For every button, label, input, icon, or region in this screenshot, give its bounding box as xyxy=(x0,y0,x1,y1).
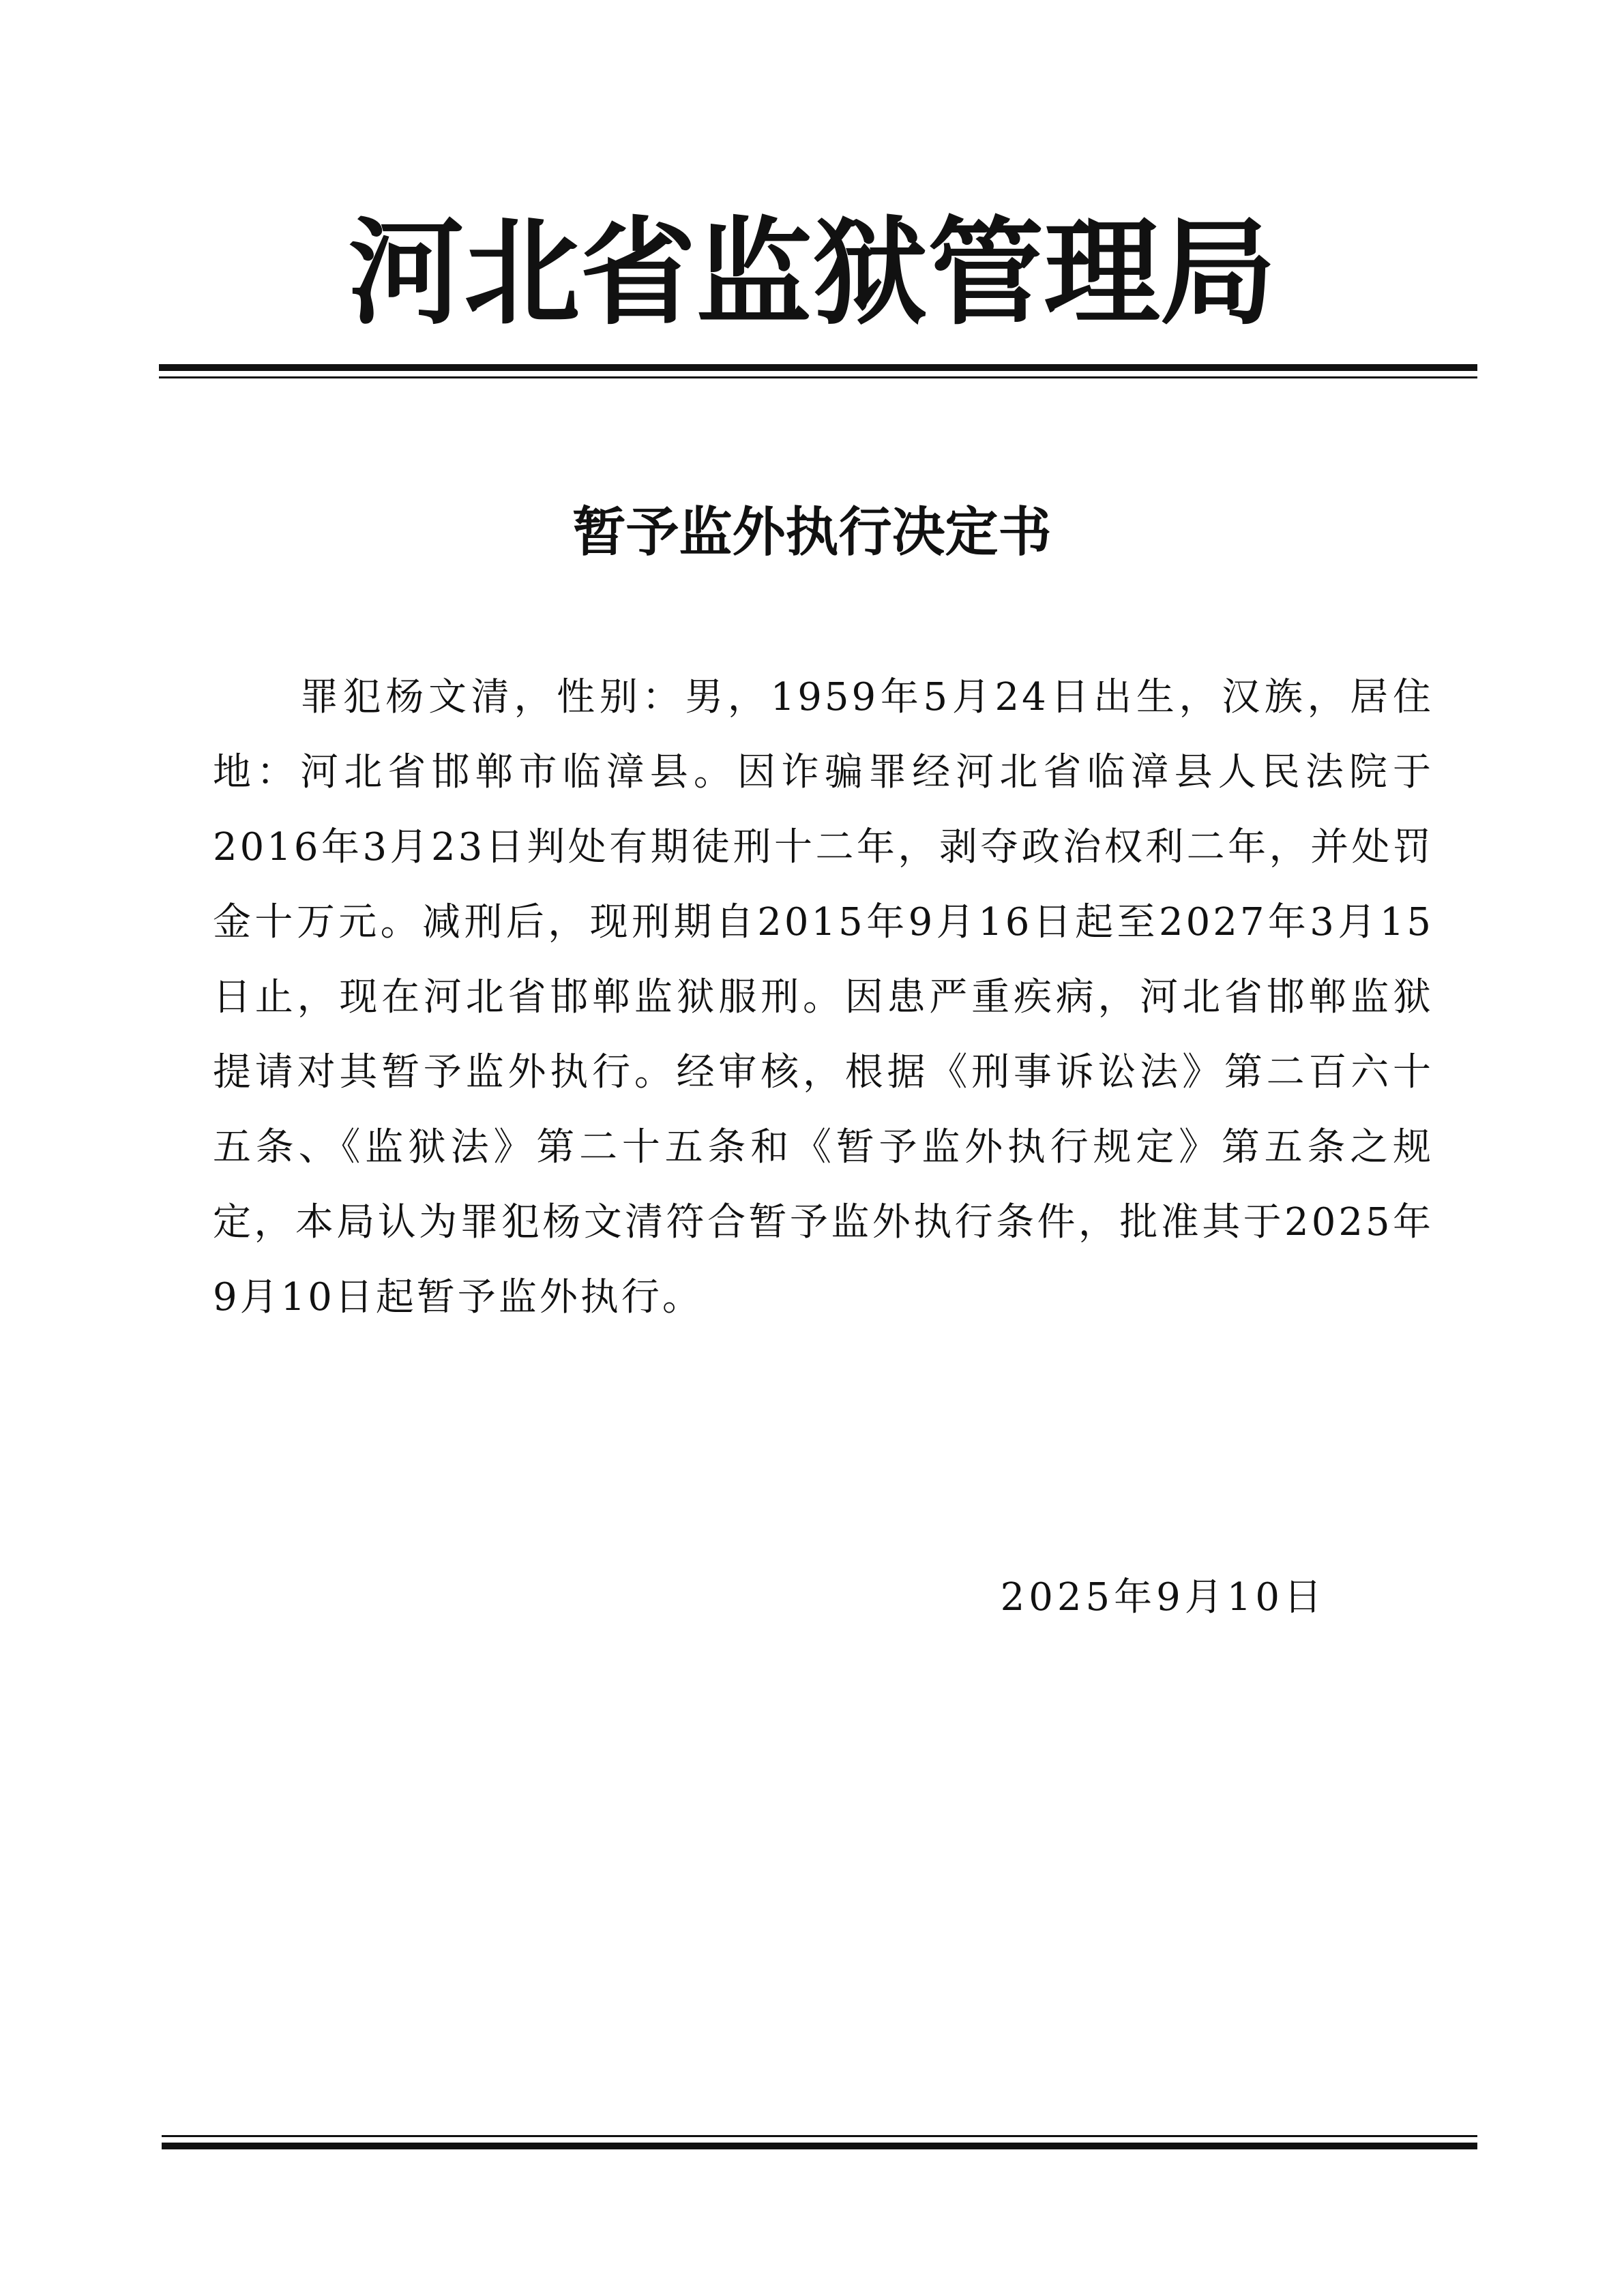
issue-date: 2025年9月10日 xyxy=(1000,1575,1326,1620)
footer-divider-thick xyxy=(162,2143,1477,2149)
footer-divider-thin xyxy=(162,2135,1477,2137)
header-divider-thin xyxy=(159,376,1477,378)
header-divider-thick xyxy=(159,364,1477,371)
decision-body-paragraph: 罪犯杨文清，性别：男，1959年5月24日出生，汉族，居住地：河北省邯郸市临漳县。因诈骗罪经河北省临漳县人民法院于2016年3月23日判处有期徒刑十二年，剥夺政治权利二年，并处罚金十万元。减刑后，现刑期自2015年9月16日起至2027年3月15日止，现在河北省邯郸监狱服刑。因患严重疾病，河北省邯郸监狱提请对其暂予监外执行。经审核，根据《刑事诉讼法》第二百六十五条、《监狱法》第二十五条和《暂予监外执行规定》第五条之规定，本局认为罪犯杨文清符合暂予监外执行条件，批准其于2025年9月10日起暂予监外执行。 xyxy=(213,675,1434,1320)
issuing-authority-header: 河北省监狱管理局 xyxy=(348,205,1276,341)
document-title: 暂予监外执行决定书 xyxy=(572,501,1052,563)
